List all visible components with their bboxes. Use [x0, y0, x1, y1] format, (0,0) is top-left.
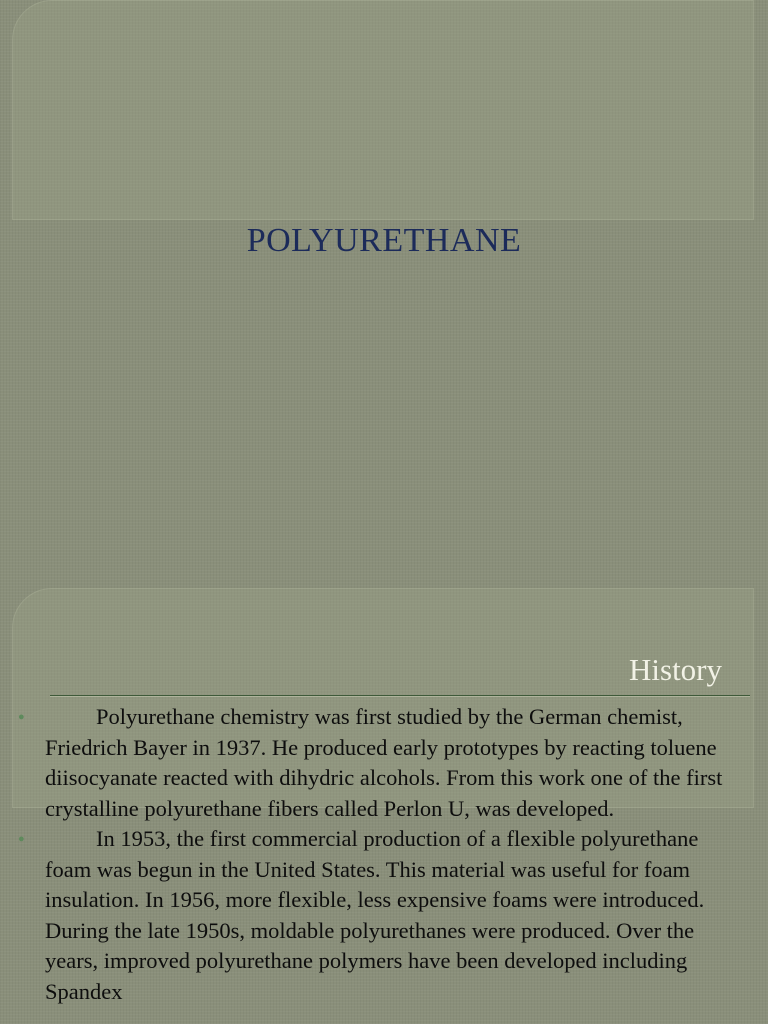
bullet-item: [18, 702, 750, 824]
history-heading: History: [629, 652, 722, 687]
bullet-text: In 1953, the first commercial production of a flexible polyurethane foam was begun in the United States. This material was useful for foam insulation. In 1956, more flexible, less expensive foams were introduced. During the late 1950s, moldable polyurethanes were produced. Over the years, improved polyurethane polymers have been developed including Spandex: [45, 826, 705, 1004]
title-panel: [12, 0, 754, 220]
bullet-item: [18, 824, 750, 1007]
slide-title-text: POLYURETHANE: [246, 222, 522, 259]
history-bullet-list: [18, 702, 750, 1007]
slide-history: [0, 588, 768, 1024]
bullet-text: Polyurethane chemistry was first studied by the German chemist, Friedrich Bayer in 1937. He produced early prototypes by reacting toluene diisocyanate reacted with dihydric alcohols. From this work one of the first crystalline polyurethane fibers called Perlon U, was developed.: [45, 704, 723, 821]
bullet-icon: ●: [18, 711, 25, 723]
bullet-icon: ●: [18, 833, 25, 845]
heading-divider: [50, 695, 750, 696]
